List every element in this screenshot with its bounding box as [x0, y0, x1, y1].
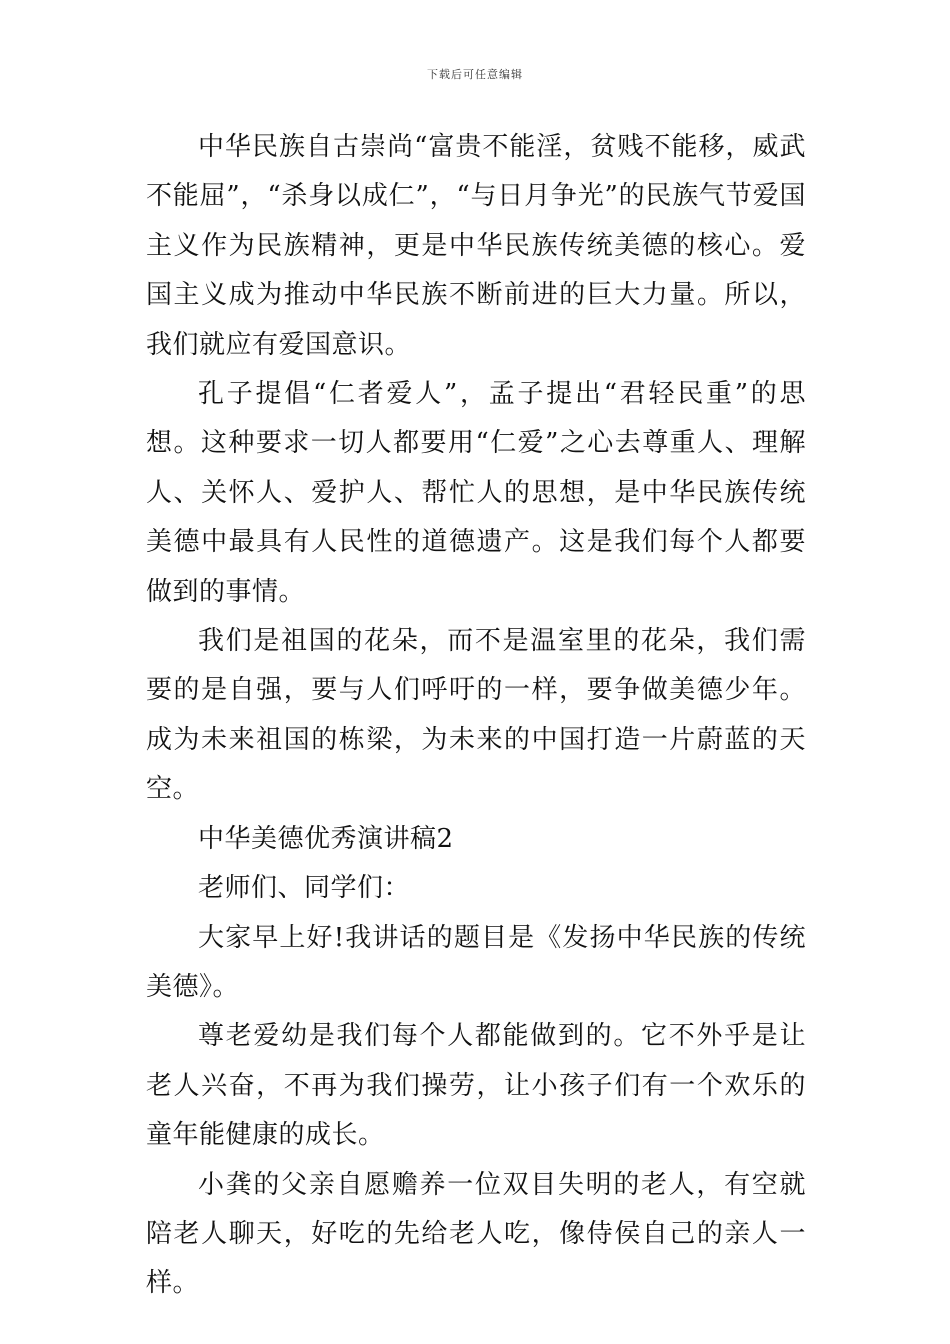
paragraph-national-virtue [146, 123, 806, 370]
speech-title [146, 815, 806, 864]
text-line: 尊老爱幼是我们每个人都能做到的。它不外乎是让老 [146, 1021, 806, 1101]
speech-salutation [146, 864, 806, 913]
paragraph-flowers-of-motherland [146, 617, 806, 815]
text-line: 未来祖国的栋梁，为未来的中国打造一片蔚蓝的天空。 [146, 724, 806, 805]
text-line: 不能屈”，“杀身以成仁”，“与日月争光”的民族气节 [146, 181, 753, 212]
text-line: 人、关怀人、爱护人、帮忙人的思想，是中华民族传统美 [146, 477, 806, 558]
paragraph-xiao-gong-father [146, 1161, 806, 1309]
paragraph-respect-elders [146, 1012, 806, 1160]
text-line: 想。这种要求一切人都要用“仁爱”之心去尊重人、理解 [146, 428, 806, 459]
paragraph-greeting [146, 914, 806, 1013]
text-line: 爱国主义作为民族精神，更是中华民族传统美德的核心。 [146, 181, 806, 261]
text-line: 的事情。 [199, 576, 306, 607]
page-header-note: 下载后可任意编辑 [427, 68, 523, 81]
text-line: 德》。 [172, 971, 240, 1002]
text-line: 爱国主义成为推动中华民族不断前进的巨大力量。所以， [146, 230, 806, 311]
paragraph-confucius-mencius [146, 370, 806, 617]
text-line: 中华民族自古崇尚“富贵不能淫，贫贱不能移，威武 [198, 132, 806, 162]
text-line: 能健康的成长。 [199, 1120, 385, 1151]
text-line: 我们是祖国的花朵，而不是温室里的花朵，我们需要 [146, 626, 806, 706]
text-line: 人兴奋，不再为我们操劳，让小孩子们有一个欢乐的童年 [146, 1070, 806, 1151]
text-line: 大家早上好!我讲话的题目是《发扬中华民族的传统美 [146, 922, 806, 1002]
document-body [146, 123, 806, 1309]
text-line: 小龚的父亲自愿赡养一位双目失明的老人，有空就陪 [146, 1169, 806, 1249]
text-line: 老师们、同学们： [198, 873, 411, 904]
text-line: 的是自强，要与人们呼吁的一样，要争做美德少年。成为 [146, 675, 806, 755]
text-line: 孔子提倡“仁者爱人”，孟子提出“君轻民重”的思 [198, 379, 806, 410]
text-line: 德中最具有人民性的道德遗产。这是我们每个人都要做到 [146, 527, 806, 607]
text-line: 中华美德优秀演讲稿2 [198, 823, 454, 854]
text-line: 老人聊天，好吃的先给老人吃，像侍侯自己的亲人一样。 [146, 1218, 806, 1299]
text-line: 我们就应有爱国意识。 [146, 329, 412, 360]
